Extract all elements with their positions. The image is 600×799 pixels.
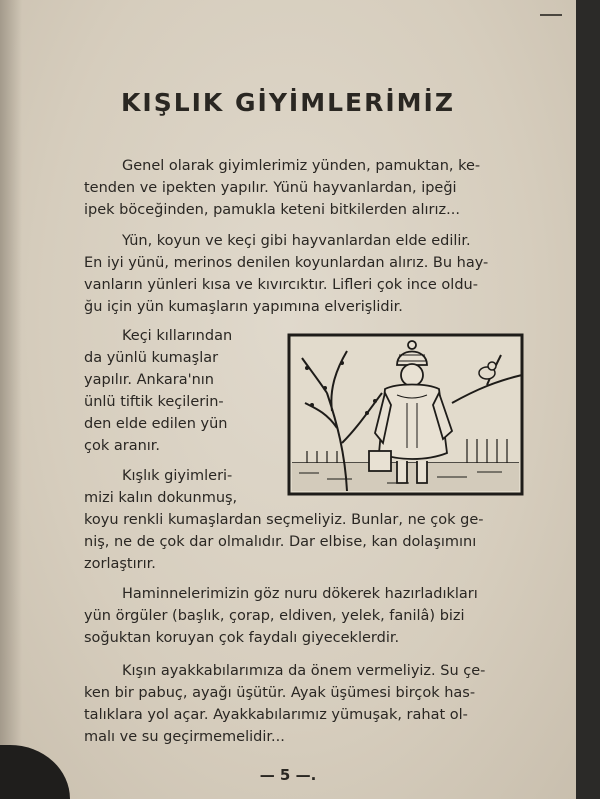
page-edge-shadow [0,0,22,799]
text-line: ken bir pabuç, ayağı üşütür. Ayak üşümesi birçok has- [84,685,476,701]
text-line: yapılır. Ankara'nın [84,372,214,388]
text-line: ğu için yün kumaşların yapımına elverişlidir. [84,299,403,315]
text-line: Kışın ayakkabılarımıza da önem vermeliyiz. Su çe- [122,663,486,679]
text-line: zorlaştırır. [84,556,156,572]
text-line: koyu renkli kumaşlardan seçmeliyiz. Bunlar, ne çok ge- [84,512,484,528]
text-line: mizi kalın dokunmuş, [84,490,238,506]
text-line: ünlü tiftik keçilerin- [84,394,224,410]
text-line: Yün, koyun ve keçi gibi hayvanlardan elde edilir. [122,233,471,249]
text-line: yün örgüler (başlık, çorap, eldiven, yelek, fanilâ) bizi [84,608,465,624]
paragraph-5 [84,583,526,649]
text-line: den elde edilen yün [84,416,228,432]
torn-corner [0,745,70,799]
text-line: malı ve su geçirmemelidir... [84,729,285,745]
text-line: Kışlık giyimleri- [122,468,233,484]
text-line: çok aranır. [84,438,161,454]
paragraph-3 [84,325,274,457]
page-corner-mark [540,14,562,16]
text-line: niş, ne de çok dar olmalıdır. Dar elbise, kan dolaşımını [84,534,477,550]
text-line: Genel olarak giyimlerimiz yünden, pamuktan, ke- [122,158,481,174]
paragraph-2 [84,230,526,318]
text-line: da yünlü kumaşlar [84,350,219,366]
page-title: KIŞLIK GİYİMLERİMİZ [121,88,455,117]
text-line: Keçi kıllarından [122,328,233,344]
text-line: talıklara yol açar. Ayakkabılarımız yümuşak, rahat ol- [84,707,468,723]
text-line: ipek böceğinden, pamukla keteni bitkilerden alırız... [84,202,460,218]
text-line: Haminnelerimizin göz nuru dökerek hazırladıkları [122,586,478,602]
paragraph-1 [84,155,526,221]
text-line: En iyi yünü, merinos denilen koyunlardan alırız. Bu hay- [84,255,489,271]
text-line: tenden ve ipekten yapılır. Yünü hayvanlardan, ipeği [84,180,457,196]
text-line: soğuktan koruyan çok faydalı giyeceklerdir. [84,630,400,646]
text-line: vanların yünleri kısa ve kıvırcıktır. Lifleri çok ince oldu- [84,277,478,293]
paragraph-6 [84,660,526,748]
page-number: — 5 —. [259,766,317,784]
child-in-winter-coat-icon [287,333,524,496]
